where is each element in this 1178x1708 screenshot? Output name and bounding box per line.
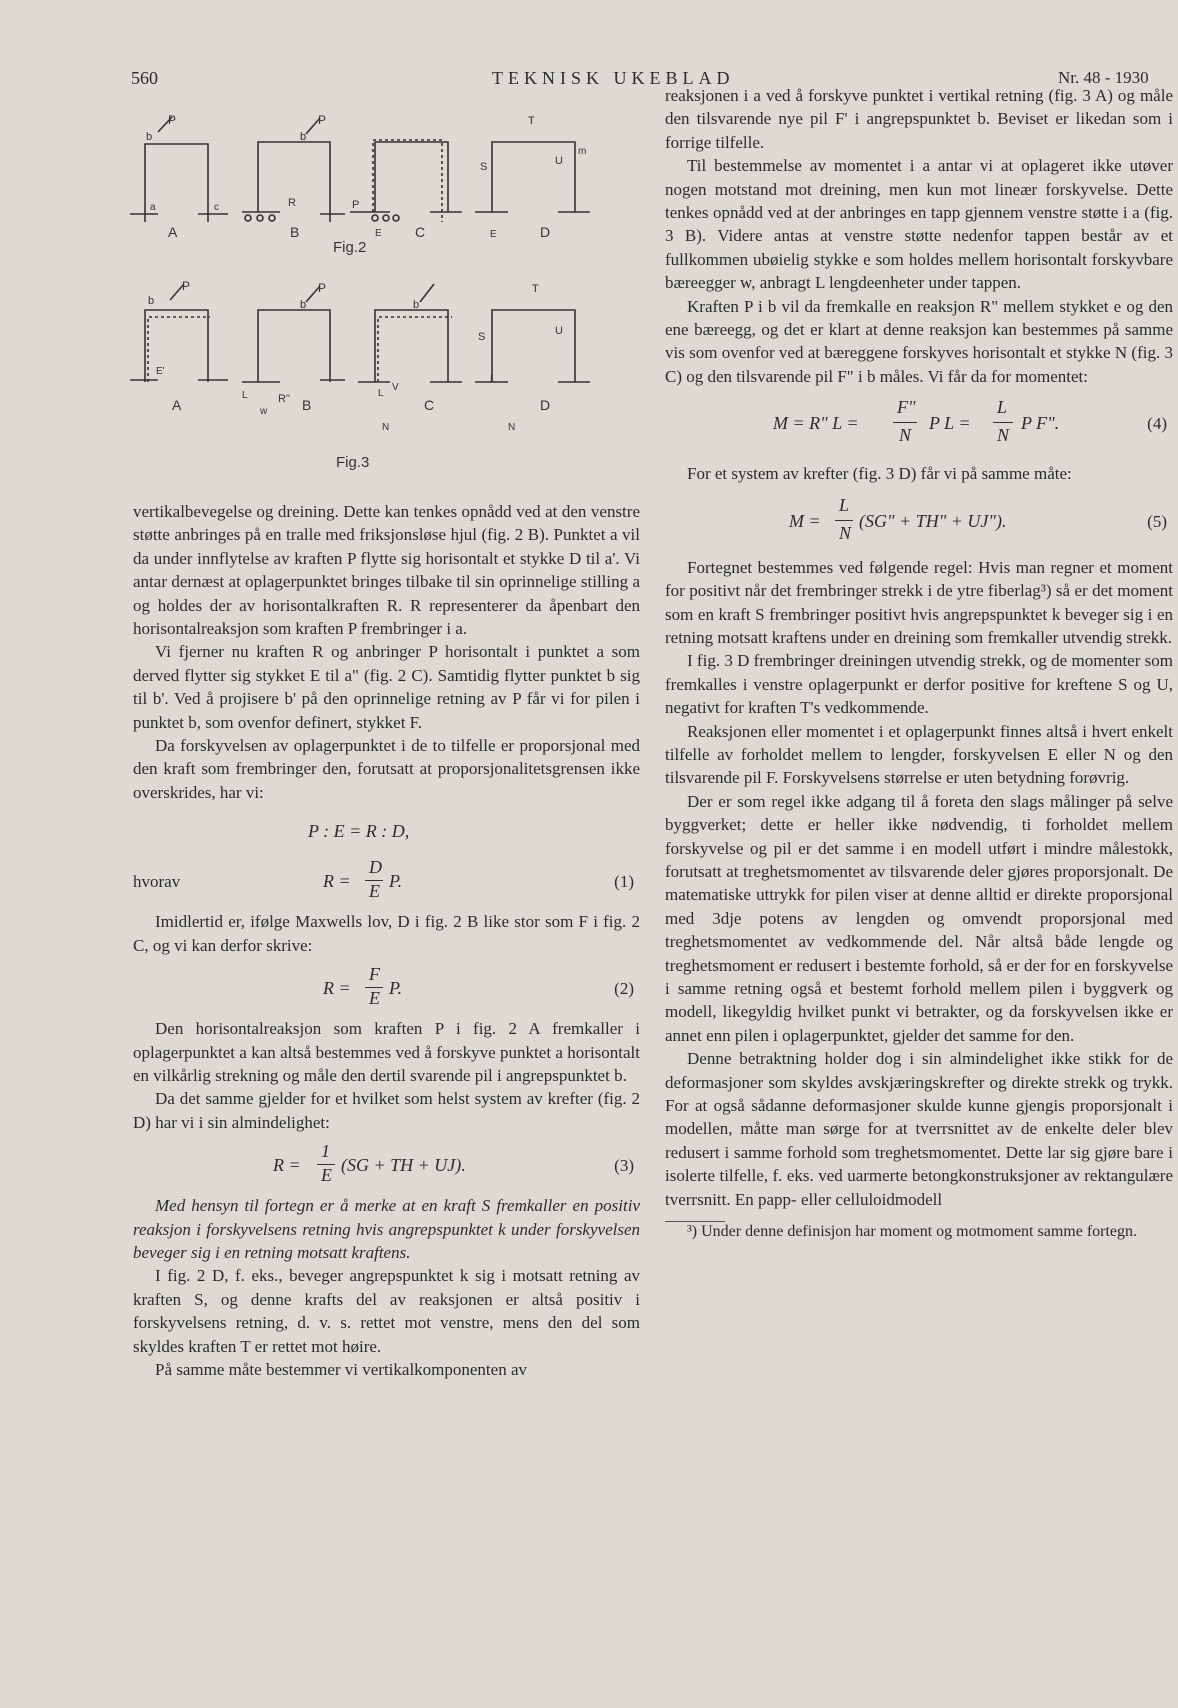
fig3-B	[242, 281, 345, 417]
right-paragraph-3: Kraften P i b vil da fremkalle en reaksjon R" mellem stykket e og den ene bæreegg, og det er klart at denne reaksjon kan bestemmes på samme vis som ovenfor ved at bæreggene forskyves horisontalt et stykke N (fig. 3 C) og den tilsvarende pil F" i b måles. Vi får da for momentet:	[665, 296, 1173, 386]
left-paragraph-1: vertikalbevegelse og dreining. Dette kan tenkes opnådd ved at den venstre støtte anbringes på en tralle med friksjonsløse hjul (fig. 2 B). Punktet a vil da under innflytelse av kraften P flytte sig horisontalt et stykke D til a'. Vi antar dernæst at oplagerpunktet bringes tilbake til sin oprinnelige stilling a og holdes der av horisontalkraften R. R representerer da åpenbart den horisontalreaksjon som kraften P frembringer i a.	[133, 502, 640, 639]
left-paragraph-2: Vi fjerner nu kraften R og anbringer P horisontalt i punktet a som derved flytter sig stykket E til a" (fig. 2 C). Samtidig flytter punktet b sig til b'. Ved å projisere b' på den oprinnelige retning av P får vi for pilen i punktet b, som ovenfor definert, stykket F.	[133, 642, 640, 732]
right-paragraph-8: Der er som regel ikke adgang til å foreta den slags målinger på selve byggverket; dette er heller ikke nødvendig, ti forholdet mellem forskyvelse og pil er det samme i en modell utført i mindre målestokk, forutsatt at treghetsmomentet av tilsvarende deler gjøres proporsjonalt. De matematiske uttrykk for pilen viser at denne alltid er direkte proporsjonal med 3dje potens av lengden og omvendt proporsjonal med treghetsmomentet av vedkommende del. Når altså både lengde og treghetsmoment er redusert i bestemte forhold, så er der for en forskyvelse i samme retning også et bestemt forhold mellem pilen i byggverk og modell, likegyldig hvilket punkt vi betrakter, og da forskyvelsen ikke er annet enn pilen i oplagerpunktet, gjelder det samme for den.	[665, 791, 1173, 1045]
svg-text:N: N	[382, 422, 390, 433]
left-paragraph-3: Da forskyvelsen av oplagerpunktet i de to tilfelle er proporsjonal med den kraft som frembringer den, forutsatt at proporsjonalitetsgrensen ikke overskrides, har vi:	[133, 736, 640, 802]
journal-title: TEKNISK UKEBLAD	[492, 68, 735, 88]
svg-text:E: E	[490, 229, 497, 240]
svg-text:b: b	[146, 131, 153, 143]
footnote: ³) Under denne definisjon har moment og motmoment samme fortegn.	[687, 1223, 1138, 1241]
svg-text:V: V	[392, 382, 399, 393]
left-paragraph-9: På samme måte bestemmer vi vertikalkomponenten av	[155, 1359, 527, 1379]
fig3-D	[475, 283, 590, 433]
svg-text:B: B	[302, 397, 312, 413]
equation-1: hvorav R = D E P. (1)	[133, 857, 634, 902]
svg-text:b: b	[300, 131, 307, 143]
svg-text:w: w	[260, 406, 268, 417]
svg-text:N: N	[508, 422, 516, 433]
fig3-C	[358, 284, 462, 433]
fig3-caption: Fig.3	[336, 454, 370, 471]
svg-text:D: D	[540, 224, 551, 240]
equation-0: P : E = R : D,	[308, 821, 410, 842]
right-paragraph-1: reaksjonen i a ved å forskyve punktet i vertikal retning (fig. 3 A) og måle den tilsvarende nye pil F' i angrepspunktet b. Beviset er likedan som i forrige tilfelle.	[665, 86, 1173, 152]
svg-text:b: b	[413, 299, 420, 311]
equation-5: M = L N (SG" + TH" + UJ"). (5)	[789, 494, 1167, 543]
page-number: 560	[131, 68, 158, 88]
left-paragraph-7: Med hensyn til fortegn er å merke at en kraft S fremkaller en positiv reaksjon i forskyvelsens retning hvis angrepspunktet k under forskyvelsen beveger sig i en retning motsatt kraftens.	[133, 1196, 640, 1262]
svg-text:P: P	[318, 113, 327, 127]
frame-figures	[130, 112, 640, 480]
svg-text:E: E	[375, 228, 382, 239]
svg-text:T: T	[532, 283, 539, 295]
svg-text:A: A	[168, 224, 178, 240]
svg-text:L: L	[490, 374, 496, 385]
right-paragraph-6: I fig. 3 D frembringer dreiningen utvendig strekk, og de momenter som fremkalles i venstre oplagerpunkt er derfor positive for kreftene S og U, negativt for kraften T's vedkommende.	[665, 651, 1173, 718]
svg-text:L: L	[242, 390, 248, 401]
right-paragraph-4: For et system av krefter (fig. 3 D) får vi på samme måte:	[687, 464, 1072, 484]
svg-text:a: a	[150, 202, 156, 213]
frame-diagrams-svg	[130, 112, 640, 480]
issue-number: Nr. 48 - 1930	[1058, 68, 1149, 87]
svg-text:R: R	[288, 197, 296, 209]
right-paragraph-7: Reaksjonen eller momentet i et oplagerpunkt finnes altså i hvert enkelt tilfelle av forholdet mellem to lengder, forskyvelsen E eller N og den tilsvarende pil F. Forskyvelsens størrelse er uten betydning forøvrig.	[665, 721, 1173, 788]
fig2-D	[475, 115, 590, 240]
fig2-A	[130, 113, 228, 240]
svg-text:C: C	[415, 224, 426, 240]
svg-text:P: P	[168, 113, 177, 127]
svg-text:b: b	[300, 299, 307, 311]
svg-text:c: c	[214, 202, 219, 213]
svg-text:S: S	[480, 161, 488, 173]
left-paragraph-5: Den horisontalreaksjon som kraften P i fig. 2 A fremkaller i oplagerpunktet a kan altså bestemmes ved å forskyve punktet a horisontalt en vilkårlig strekning og måle den dertil svarende pil i angrepspunktet b.	[133, 1019, 640, 1085]
svg-text:U: U	[555, 325, 563, 337]
left-paragraph-8: I fig. 2 D, f. eks., beveger angrepspunktet k sig i motsatt retning av kraften S, og denne krafts del av reaksjonen er altså positiv i forskyvelsens retning, d. v. s. rettet mot venstre, mens den del som skyldes kraften T er rettet mot høire.	[133, 1266, 640, 1356]
left-column	[133, 500, 640, 1381]
svg-text:P: P	[318, 281, 327, 295]
left-paragraph-6: Da det samme gjelder for et hvilket som helst system av krefter (fig. 2 D) har vi i sin almindelighet:	[133, 1089, 640, 1132]
left-paragraph-4: Imidlertid er, ifølge Maxwells lov, D i fig. 2 B like stor som F i fig. 2 C, og vi kan derfor skrive:	[133, 912, 640, 955]
fig2-B	[242, 113, 345, 240]
fig3-A	[130, 279, 228, 413]
equation-4: M = R" L = F" N P L = L N P F". (4)	[773, 397, 1167, 446]
svg-text:A: A	[172, 397, 182, 413]
svg-text:D: D	[540, 397, 551, 413]
svg-text:C: C	[424, 397, 435, 413]
svg-text:b: b	[148, 295, 155, 307]
svg-text:T: T	[528, 115, 535, 127]
svg-text:P: P	[182, 279, 191, 293]
svg-text:B: B	[290, 224, 300, 240]
right-paragraph-5: Fortegnet bestemmes ved følgende regel: Hvis man regner et moment for positivt når det frembringer strekk i de ytre fiberlag³) så er det moment som en kraft S frembringer positivt hvis angrepspunktet k beveger sig i en retning motsatt kraftens under en dreining som fremkaller utvendig strekk.	[665, 557, 1173, 647]
right-column	[665, 84, 1173, 1241]
svg-text:S: S	[478, 331, 486, 343]
svg-text:R": R"	[278, 393, 290, 405]
right-paragraph-2: Til bestemmelse av momentet i a antar vi at oplageret ikke utøver nogen motstand mot dreining, men kun mot lineær forskyvelse. Dette tenkes opnådd ved at der anbringes en tapp gjennem venstre støtte i a (fig. 3 B). Videre antas at venstre støtte nedenfor tappen består av et fullkommen ubøielig stykke e som holdes mellem horisontalt forskyvbare bæreegger w, anbragt L lengdeenheter under tappen.	[665, 156, 1173, 293]
svg-text:E': E'	[156, 366, 165, 377]
equation-2: R = F E P. (2)	[323, 964, 634, 1009]
equation-3: R = 1 E (SG + TH + UJ). (3)	[273, 1141, 634, 1186]
fig2-caption: Fig.2	[333, 239, 367, 256]
fig2-C	[350, 140, 462, 240]
svg-text:P: P	[352, 199, 360, 211]
right-paragraph-9: Denne betraktning holder dog i sin almindelighet ikke stikk for de deformasjoner som skyldes avskjæringskrefter og direkte strekk og trykk. For at også sådanne deformasjoner skulde kunne gjengis proporsjonalt i modellen, måtte man sørge for at tverrsnittet av de enkelte deler blev redusert i samme forhold som treghetsmomentet. Dette lar sig gjøre bare i isolerte tilfelle, f. eks. ved uarmerte betongkonstruksjoner av rektangulære tverrsnitt. En papp- eller celluloidmodell	[665, 1049, 1173, 1209]
svg-text:U: U	[555, 155, 563, 167]
svg-text:m: m	[578, 146, 587, 157]
svg-text:L: L	[378, 388, 384, 399]
